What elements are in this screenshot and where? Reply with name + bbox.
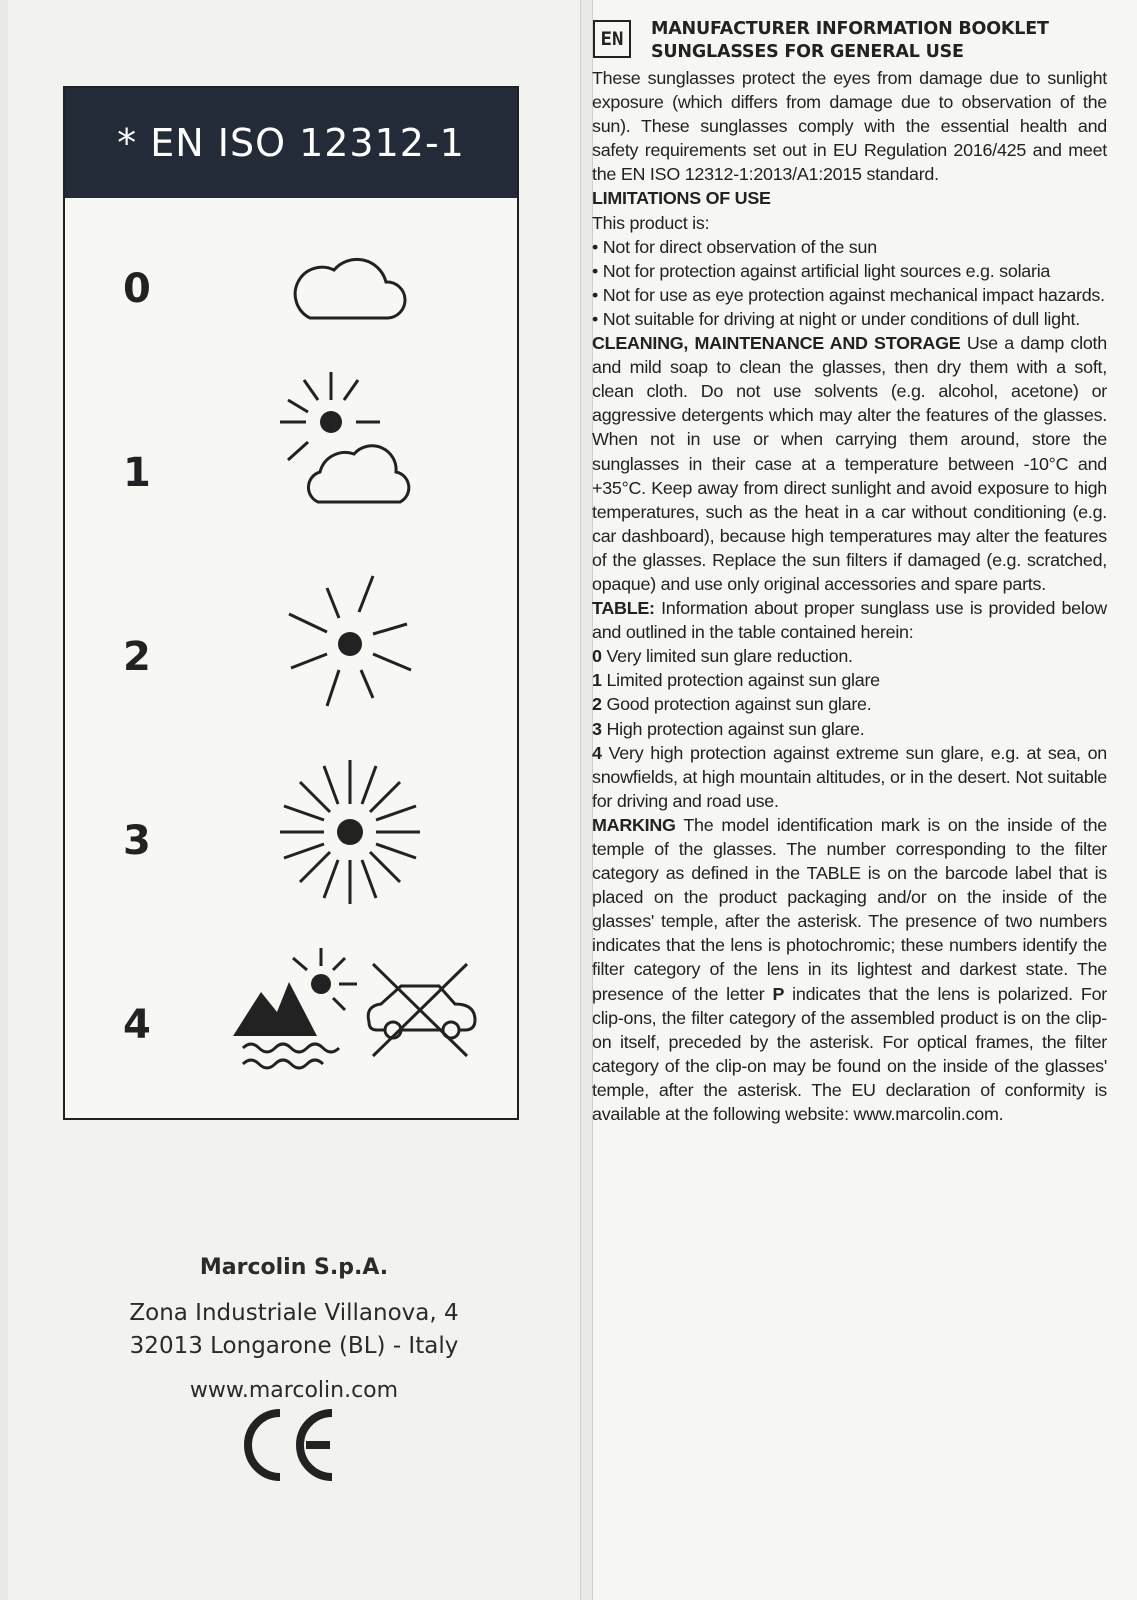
category-number: 4 — [123, 1002, 151, 1048]
category-row-3 — [65, 748, 517, 934]
category-row-2 — [65, 564, 517, 750]
title-line-1: MANUFACTURER INFORMATION BOOKLET — [651, 19, 1049, 39]
right-page — [592, 0, 1137, 1600]
address-line-2: 32013 Longarone (BL) - Italy — [129, 1333, 459, 1359]
cloud-icon — [290, 244, 410, 334]
ce-mark-icon — [240, 1405, 340, 1485]
standard-header: * EN ISO 12312-1 — [65, 88, 517, 198]
marking-heading: MARKING — [592, 814, 676, 835]
table-heading: TABLE: — [592, 598, 655, 619]
sun-with-cloud-icon — [280, 372, 420, 522]
polarized-letter: P — [772, 983, 785, 1004]
table-item: 1 Limited protection against sun glare — [592, 670, 880, 691]
booklet-title — [651, 18, 1049, 64]
table-item: 3 High protection against sun glare. — [592, 718, 865, 739]
cleaning-paragraph — [592, 331, 1107, 596]
category-row-0 — [65, 196, 517, 382]
table-item: 2 Good protection against sun glare. — [592, 694, 872, 715]
strong-sun-icon — [280, 760, 420, 904]
limitation-item: • Not for protection against artificial light sources e.g. solaria — [592, 260, 1051, 281]
category-number: 3 — [123, 818, 151, 864]
limitations-lead: This product is: — [592, 212, 710, 233]
title-line-2: SUNGLASSES FOR GENERAL USE — [651, 42, 964, 62]
booklet-header — [593, 18, 1137, 66]
category-row-4 — [65, 932, 517, 1118]
language-badge: EN — [593, 20, 631, 58]
company-website: www.marcolin.com — [189, 1378, 399, 1403]
table-text: Information about proper sunglass use is provided below and outlined in the table contained herein: — [592, 598, 1107, 643]
no-driving-icon — [361, 960, 483, 1060]
address-line-1: Zona Industriale Villanova, 4 — [129, 1300, 459, 1326]
category-number: 1 — [123, 450, 151, 496]
table-item: 0 Very limited sun glare reduction. — [592, 646, 853, 667]
mountains-sea-sun-icon — [233, 948, 363, 1076]
limitation-item: • Not suitable for driving at night or under conditions of dull light. — [592, 308, 1080, 329]
booklet-body — [592, 66, 1107, 1126]
category-number: 0 — [123, 266, 151, 312]
category-row-1 — [65, 380, 517, 566]
table-paragraph — [592, 596, 1107, 644]
limitations-heading: LIMITATIONS OF USE — [592, 188, 771, 209]
cleaning-heading: CLEANING, MAINTENANCE AND STORAGE — [592, 333, 961, 354]
limitation-item: • Not for use as eye protection against mechanical impact hazards. — [592, 284, 1105, 305]
filter-category-table — [63, 86, 519, 1120]
table-item: 4 Very high protection against extreme sun glare, e.g. at sea, on snowfields, at high mountain altitudes, or in the desert. Not suitable for driving and road use. — [592, 742, 1107, 811]
limitation-item: • Not for direct observation of the sun — [592, 236, 877, 257]
intro-paragraph: These sunglasses protect the eyes from damage due to sunlight exposure (which differs from damage due to observation of the sun). These sunglasses comply with the essential health and safety requirements set out in EU Regulation 2016/425 and meet the EN ISO 12312-1:2013/A1:2015 standard. — [592, 68, 1107, 185]
marking-paragraph: MARKING The model identification mark is on the inside of the temple of the glasses. The number corresponding to the filter category as defined in the TABLE is on the barcode label that is placed on the product packaging and/or on the inside of the glasses' temple, after the asterisk. The presence of two numbers indicates that the lens is photochromic; these numbers identify the filter category of the lens in its lightest and darkest state. The presence of the letter P indicates that the lens is polarized. For clip-ons, the filter category of the assembled product is on the clip-on itself, preceded by the asterisk. For optical frames, the filter category of the clip-on may be found on the inside of the glasses' temple, after the asterisk. The EU declaration of conformity is available at the following website: www.marcolin.com. — [592, 814, 1107, 1125]
category-number: 2 — [123, 634, 151, 680]
left-page — [8, 0, 581, 1600]
company-name: Marcolin S.p.A. — [199, 1255, 389, 1280]
sun-icon — [287, 574, 417, 714]
cleaning-text: Use a damp cloth and mild soap to clean the glasses, then dry them with a soft, clean cloth. Do not use solvents (e.g. alcohol, acetone) or aggressive detergents which may alter the features of the glasses. When not in use or when carrying them around, store the sunglasses in their case at a temperature between -10°C and +35°C. Keep away from direct sunlight and avoid exposure to high temperatures, such as the heat in a car without conditioning (e.g. car dashboard), because high temperatures may alter the features of the glasses. Replace the sun filters if damaged (e.g. scratched, opaque) and use only original accessories and spare parts. — [592, 333, 1107, 594]
